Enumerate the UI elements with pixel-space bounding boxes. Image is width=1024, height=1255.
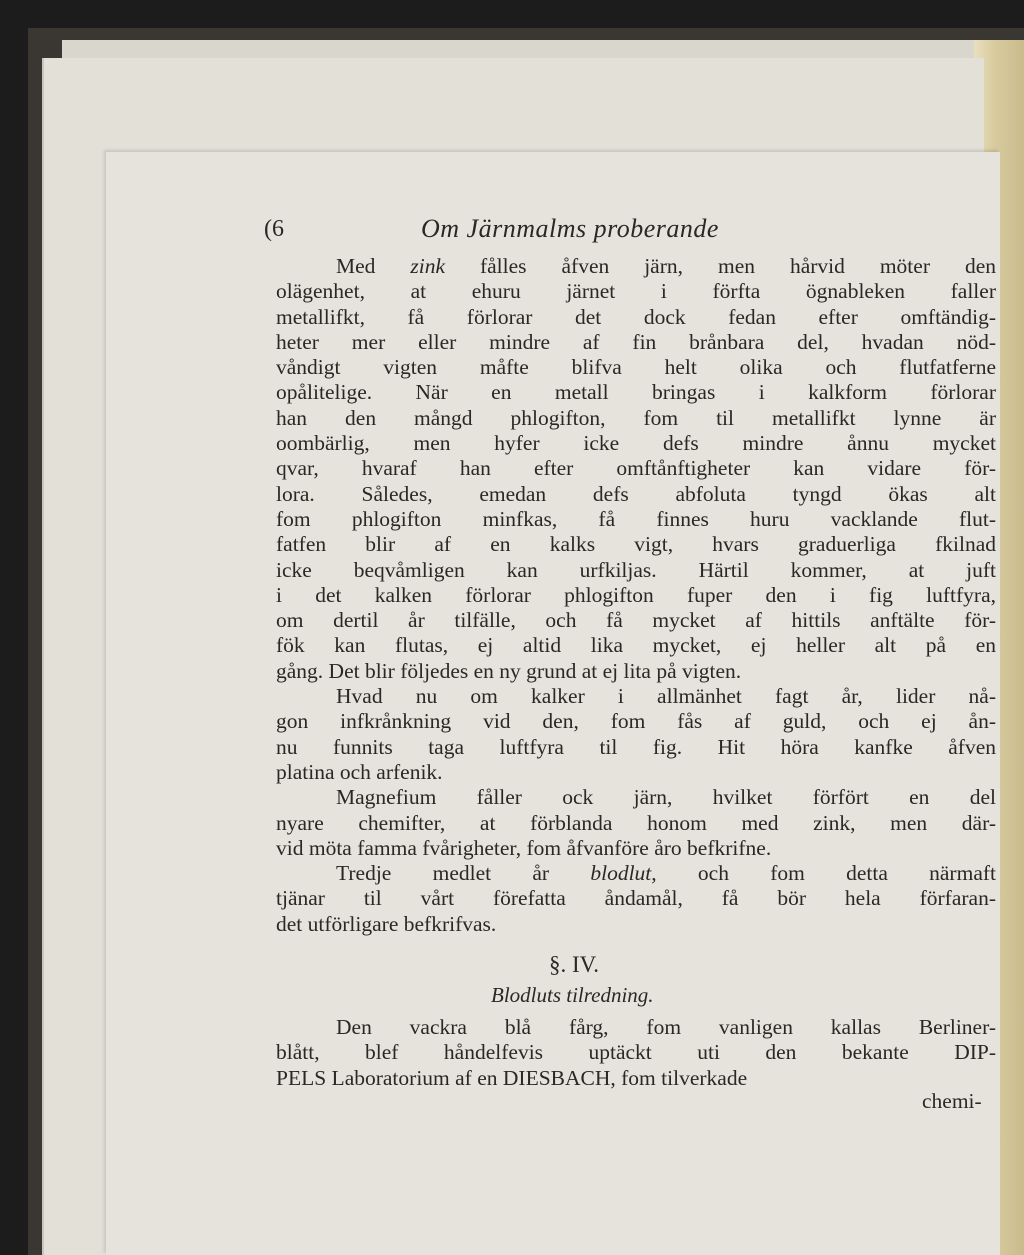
text-line: nyare chemifter, at förblanda honom med zink, men där- bbox=[276, 810, 996, 835]
text-line: nu funnits taga luftfyra til fig. Hit höra kanfke åfven bbox=[276, 734, 996, 759]
text-line: fatfen blir af en kalks vigt, hvars graduerliga fkilnad bbox=[276, 532, 996, 557]
page-number: (6 bbox=[264, 216, 284, 242]
paragraph-p1 bbox=[276, 254, 996, 684]
section-title: §. IV. bbox=[549, 952, 600, 977]
text-line: om dertil år tilfälle, och få mycket af hittils anftälte för- bbox=[276, 608, 996, 633]
paragraph-p2 bbox=[276, 684, 996, 785]
text-line: lora. Således, emedan defs abfoluta tyngd ökas alt bbox=[276, 481, 996, 506]
paragraph-p3 bbox=[276, 785, 996, 861]
text-line: metallifkt, få förlorar det dock fedan efter omftändig- bbox=[276, 304, 996, 329]
catchword: chemi- bbox=[922, 1089, 982, 1113]
text-line: PELS Laboratorium af en DIESBACH, fom tilverkade bbox=[276, 1065, 748, 1090]
body-text-continued bbox=[276, 1015, 996, 1091]
body-text bbox=[276, 254, 996, 937]
text-line: det utförligare befkrifvas. bbox=[276, 911, 497, 936]
text-line: Den vackra blå fårg, fom vanligen kallas Berliner- bbox=[336, 1015, 996, 1039]
text-line: Med zink fålles åfven järn, men hårvid möter den bbox=[336, 254, 996, 278]
text-line: platina och arfenik. bbox=[276, 759, 443, 784]
text-line: han den mångd phlogifton, fom til metallifkt lynne är bbox=[276, 405, 996, 430]
text-line: tjänar til vårt förefatta åndamål, få bör hela förfaran- bbox=[276, 886, 996, 911]
text-line: Hvad nu om kalker i allmänhet fagt år, lider nå- bbox=[336, 684, 996, 709]
paragraph-p5 bbox=[276, 1015, 996, 1091]
text-line: gon infkrånkning vid den, fom fås af guld, och ej ån- bbox=[276, 709, 996, 734]
book-page bbox=[106, 152, 1000, 1255]
running-head: Om Järnmalms proberande bbox=[421, 214, 719, 243]
text-line: olägenhet, at ehuru järnet i förfta ögnableken faller bbox=[276, 279, 996, 304]
text-line: Tredje medlet år blodlut, och fom detta närmaft bbox=[336, 861, 996, 886]
text-line: vid möta famma fvårigheter, fom åfvanföre åro befkrifne. bbox=[276, 835, 772, 860]
section-subtitle: Blodluts tilredning. bbox=[491, 983, 654, 1007]
text-line: våndigt vigten måfte blifva helt olika och flutfatferne bbox=[276, 355, 996, 380]
text-line: Magnefium fåller ock järn, hvilket förfört en del bbox=[336, 785, 996, 810]
text-line: i det kalken förlorar phlogifton fuper den i fig luftfyra, bbox=[276, 582, 996, 607]
text-line: oombärlig, men hyfer icke defs mindre ånnu mycket bbox=[276, 431, 996, 456]
text-line: icke beqvåmligen kan urfkiljas. Härtil kommer, at juft bbox=[276, 557, 996, 582]
text-line: heter mer eller mindre af fin brånbara del, hvadan nöd- bbox=[276, 329, 996, 354]
text-line: opålitelige. När en metall bringas i kalkform förlorar bbox=[276, 380, 996, 405]
text-line: qvar, hvaraf han efter omftånftigheter kan vidare för- bbox=[276, 456, 996, 481]
paragraph-p4 bbox=[276, 861, 996, 937]
text-line: fom phlogifton minfkas, få finnes huru vacklande flut- bbox=[276, 506, 996, 531]
text-line: blått, blef håndelfevis uptäckt uti den bekante DIP- bbox=[276, 1040, 996, 1065]
text-line: fök kan flutas, ej altid lika mycket, ej heller alt på en bbox=[276, 633, 996, 658]
text-line: gång. Det blir följedes en ny grund at ej lita på vigten. bbox=[276, 658, 742, 683]
